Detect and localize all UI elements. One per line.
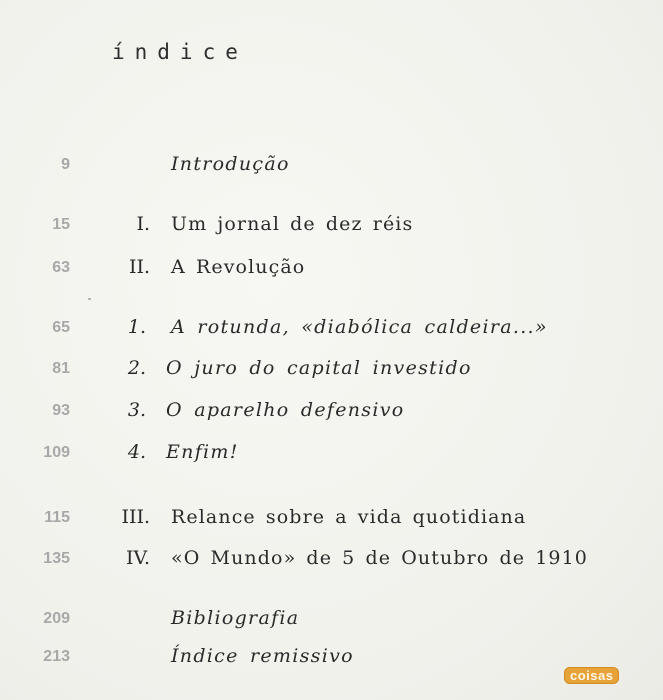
toc-entry-label: Enfim! [166, 441, 239, 463]
toc-page-number: 65 [52, 319, 70, 336]
toc-entry-label: A Revolução [171, 256, 306, 278]
toc-page-number: 109 [43, 444, 70, 461]
toc-entry [0, 316, 663, 342]
toc-entry [0, 213, 663, 239]
toc-section-number: 4. [127, 441, 146, 463]
toc-entry-label: O juro do capital investido [166, 357, 472, 379]
toc-chapter-number: I. [136, 213, 150, 235]
toc-entry [0, 256, 663, 282]
toc-chapter-number: III. [121, 506, 150, 528]
toc-entry-label: Índice remissivo [171, 645, 354, 667]
toc-entry-label: Um jornal de dez réis [171, 213, 414, 235]
paper-speck [88, 298, 91, 300]
toc-page-number: 209 [43, 610, 70, 627]
toc-section-number: 1. [127, 316, 146, 338]
toc-entry-label: «O Mundo» de 5 de Outubro de 1910 [171, 547, 588, 569]
toc-section-number: 2. [127, 357, 146, 379]
toc-entry-label: Relance sobre a vida quotidiana [171, 506, 527, 528]
toc-entry-label: O aparelho defensivo [166, 399, 405, 421]
toc-entry [0, 547, 663, 573]
toc-entry [0, 153, 663, 179]
toc-entry-label: Introdução [171, 153, 290, 175]
toc-page-number: 115 [44, 509, 70, 526]
toc-entry [0, 441, 663, 467]
toc-page-number: 9 [61, 156, 70, 173]
toc-section-number: 3. [127, 399, 146, 421]
toc-page-number: 81 [52, 360, 70, 377]
toc-page-number: 213 [43, 648, 70, 665]
toc-page-number: 15 [52, 216, 70, 233]
toc-entry [0, 607, 663, 633]
toc-entry [0, 506, 663, 532]
toc-chapter-number: II. [128, 256, 150, 278]
watermark-stamp: coisas [564, 667, 619, 684]
toc-entry-label: Bibliografia [171, 607, 300, 629]
page-title: índice [112, 40, 248, 64]
toc-entry-label: A rotunda, «diabólica caldeira...» [171, 316, 548, 338]
toc-page-number: 135 [43, 550, 70, 567]
toc-page-number: 93 [52, 402, 70, 419]
toc-chapter-number: IV. [126, 547, 150, 569]
toc-page-number: 63 [52, 259, 70, 276]
toc-entry [0, 357, 663, 383]
toc-entry [0, 645, 663, 671]
toc-entry [0, 399, 663, 425]
